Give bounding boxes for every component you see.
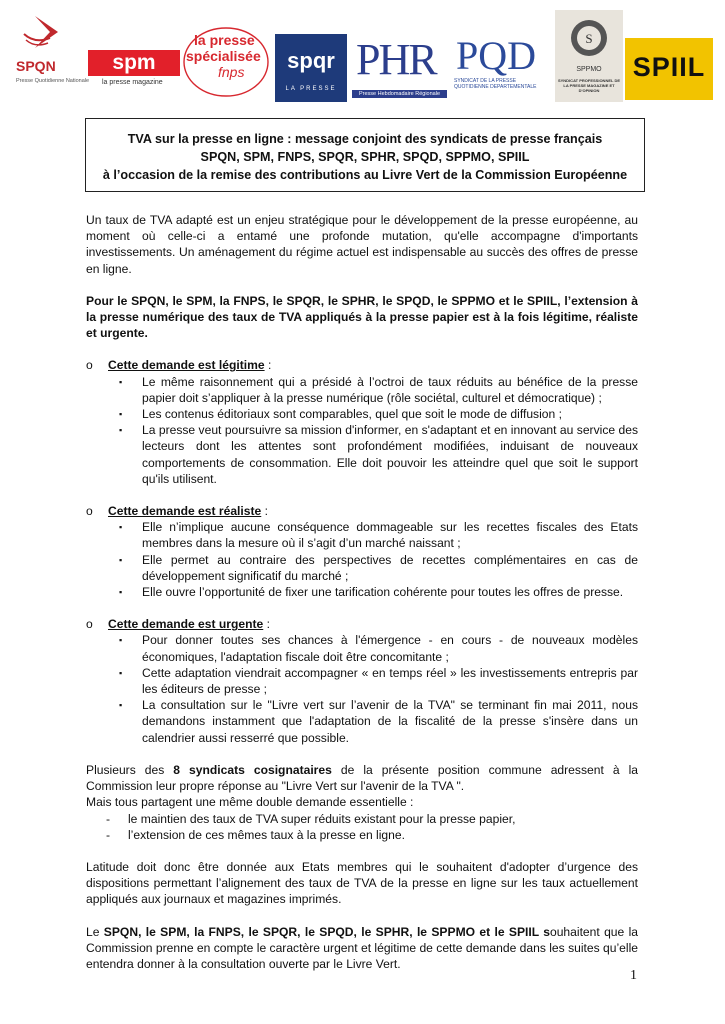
spqn-logo [10, 12, 90, 92]
section-suffix: : [264, 358, 272, 373]
spqr-name: spqr [287, 48, 335, 73]
list-item: Le même raisonnement qui a présidé à l’octroi de taux réduits au bénéfice de la presse papier doit s’appliquer à la presse numérique (rôle sociétal, culturel et démocratique) ; [142, 374, 638, 405]
sppmo-seal-icon [555, 10, 623, 66]
section-marker: o [86, 504, 93, 519]
cosign-paragraph [86, 762, 638, 794]
title-box [85, 118, 645, 192]
list-item: le maintien des taux de TVA super réduits existant pour la presse papier, [128, 811, 516, 826]
bullet-icon: ▪ [119, 635, 123, 646]
bullet-icon: ▪ [119, 667, 123, 678]
section-heading: Cette demande est légitime [108, 358, 265, 373]
dash-marker: - [106, 827, 111, 842]
cosign-after: de la présente position commune adressent à la Commission leur propre réponse au "Livre Vert sur l'avenir de la TVA ". [86, 762, 638, 794]
document-body [86, 212, 638, 972]
spqd-caption: SYNDICAT DE LA PRESSE QUOTIDIENNE DEPARTEMENTALE [454, 78, 537, 90]
sphr-logo [352, 34, 447, 102]
bullet-icon: ▪ [119, 700, 123, 711]
section-realiste [86, 503, 638, 600]
bullet-icon: ▪ [119, 425, 123, 436]
section-heading: Cette demande est urgente [108, 617, 264, 632]
spqd-logo [452, 34, 552, 102]
fnps-logo [180, 24, 272, 104]
dash-marker: - [106, 811, 111, 826]
list-item: La presse veut poursuivre sa mission d'informer, en s'adaptant et en innovant au service des lecteurs dont les attentes sont profondément modifiées, induisant de nouveaux comportements de consommation. Elle doit pouvoir les atteindre quel que soit le support qu'ils utilisent. [142, 423, 638, 486]
cosign-bold: 8 syndicats cosignataires [173, 762, 332, 777]
list-item: l’extension de ces mêmes taux à la presse en ligne. [128, 827, 405, 842]
spm-logo [88, 50, 180, 95]
section-heading: Cette demande est réaliste [108, 504, 262, 519]
section-suffix: : [261, 504, 268, 519]
spqr-logo [275, 34, 347, 102]
list-item: Cette adaptation viendrait accompagner « en temps réel » les investissements entrepris par les éditeurs de presse ; [142, 665, 638, 697]
title-line-1: TVA sur la presse en ligne : message conjoint des syndicats de presse français [127, 132, 603, 146]
closing-after: ouhaitent que la Commission prenne en compte le caractère urgent et légitime de cette demande dans les suites qu’elle entendra donner à la consultation ouverte par le Livre Vert. [86, 924, 639, 971]
title-line-3: à l’occasion de la remise des contributions au Livre Vert de la Commission Européenne [102, 168, 628, 182]
list-item: La consultation sur le "Livre vert sur l’avenir de la TVA" se terminant fin mai 2011, nous demandons instamment que l'adaptation de la fiscalité de la presse s'insère dans un calendrier aussi resserré que possible. [142, 698, 638, 745]
intro-paragraph: Un taux de TVA adapté est un enjeu stratégique pour le développement de la presse européenne, au moment où celle-ci a entamé une profonde mutation, qu'elle accompagne d'importants investissements. Un aménagement du régime actuel est indispensable au succès des offres de presse en ligne. [86, 213, 638, 276]
sppmo-logo [555, 10, 623, 102]
spqr-caption: LA PRESSE [285, 86, 337, 92]
closing-paragraph [86, 924, 638, 973]
section-urgente [86, 616, 638, 746]
section-marker: o [86, 617, 93, 632]
latitude-paragraph: Latitude doit donc être donnée aux Etats membres qui le souhaitent d'adopter d’urgence des dispositions permettant l’alignement des taux de TVA de la presse en ligne sur les taux actuellement appliqués aux journaux et magazines imprimés. [86, 859, 638, 907]
fnps-line3: fnps [218, 64, 245, 80]
spm-name: spm [88, 50, 180, 76]
spm-caption: la presse magazine [102, 79, 163, 86]
section-suffix: : [263, 617, 270, 632]
spiil-logo [625, 38, 713, 100]
logo-banner [10, 10, 715, 105]
fnps-line1: la presse [194, 32, 255, 48]
spiil-name: SPIIL [632, 52, 706, 82]
fnps-line2: spécialisée [186, 48, 261, 64]
page-number: 1 [630, 968, 637, 983]
svg-text:S: S [585, 31, 593, 46]
sppmo-name: SPPMO [576, 66, 602, 73]
bullet-icon: ▪ [119, 587, 123, 598]
list-item: Les contenus éditoriaux sont comparables, quel que soit le mode de diffusion ; [142, 407, 562, 422]
cosign-line-2: Mais tous partagent une même double demande essentielle : [86, 795, 414, 810]
spqn-name: SPQN [16, 58, 56, 74]
list-item: Elle permet au contraire des perspectives de recettes complémentaires en cas de développement significatif du marché ; [142, 552, 638, 583]
title-line-2: SPQN, SPM, FNPS, SPQR, SPHR, SPQD, SPPMO, SPIIL [200, 150, 530, 164]
list-item: Elle ouvre l’opportunité de fixer une tarification cohérente pour toutes les offres de presse. [142, 585, 624, 600]
spqd-name: PQD [456, 33, 537, 78]
sphr-name: PHR [356, 35, 436, 84]
list-item: Elle n’implique aucune conséquence dommageable sur les recettes fiscales des Etats membres dans la mesure où il s’agit d’un marché naissant ; [142, 520, 638, 551]
bullet-icon: ▪ [119, 409, 123, 420]
sphr-caption: Presse Hebdomadaire Régionale [352, 90, 447, 98]
sppmo-caption: SYNDICAT PROFESSIONNEL DE LA PRESSE MAGAZINE ET D'OPINION [557, 78, 621, 93]
list-item: Pour donner toutes ses chances à l'émergence - en cours - de nouveaux modèles économiques, l'adaptation fiscale doit être concomitante ; [142, 633, 638, 664]
section-legitime [86, 357, 638, 487]
closing-bold: SPQN, le SPM, la FNPS, le SPQR, le SPQD, le SPHR, le SPPMO et le SPIIL s [103, 924, 550, 939]
thesis-paragraph: Pour le SPQN, le SPM, la FNPS, le SPQR, le SPHR, le SPQD, le SPPMO et le SPIIL, l’extension à la presse numérique des taux de TVA appliqués à la presse papier est à la fois légitime, réaliste et urgente. [86, 293, 638, 341]
bullet-icon: ▪ [119, 554, 123, 565]
bullet-icon: ▪ [119, 376, 123, 387]
closing-before: Le [86, 924, 104, 939]
section-marker: o [86, 358, 93, 373]
spqn-emblem-icon [10, 12, 85, 62]
cosign-before: Plusieurs des [86, 762, 174, 777]
bullet-icon: ▪ [119, 522, 123, 533]
spqn-caption: Presse Quotidienne Nationale [16, 78, 90, 84]
